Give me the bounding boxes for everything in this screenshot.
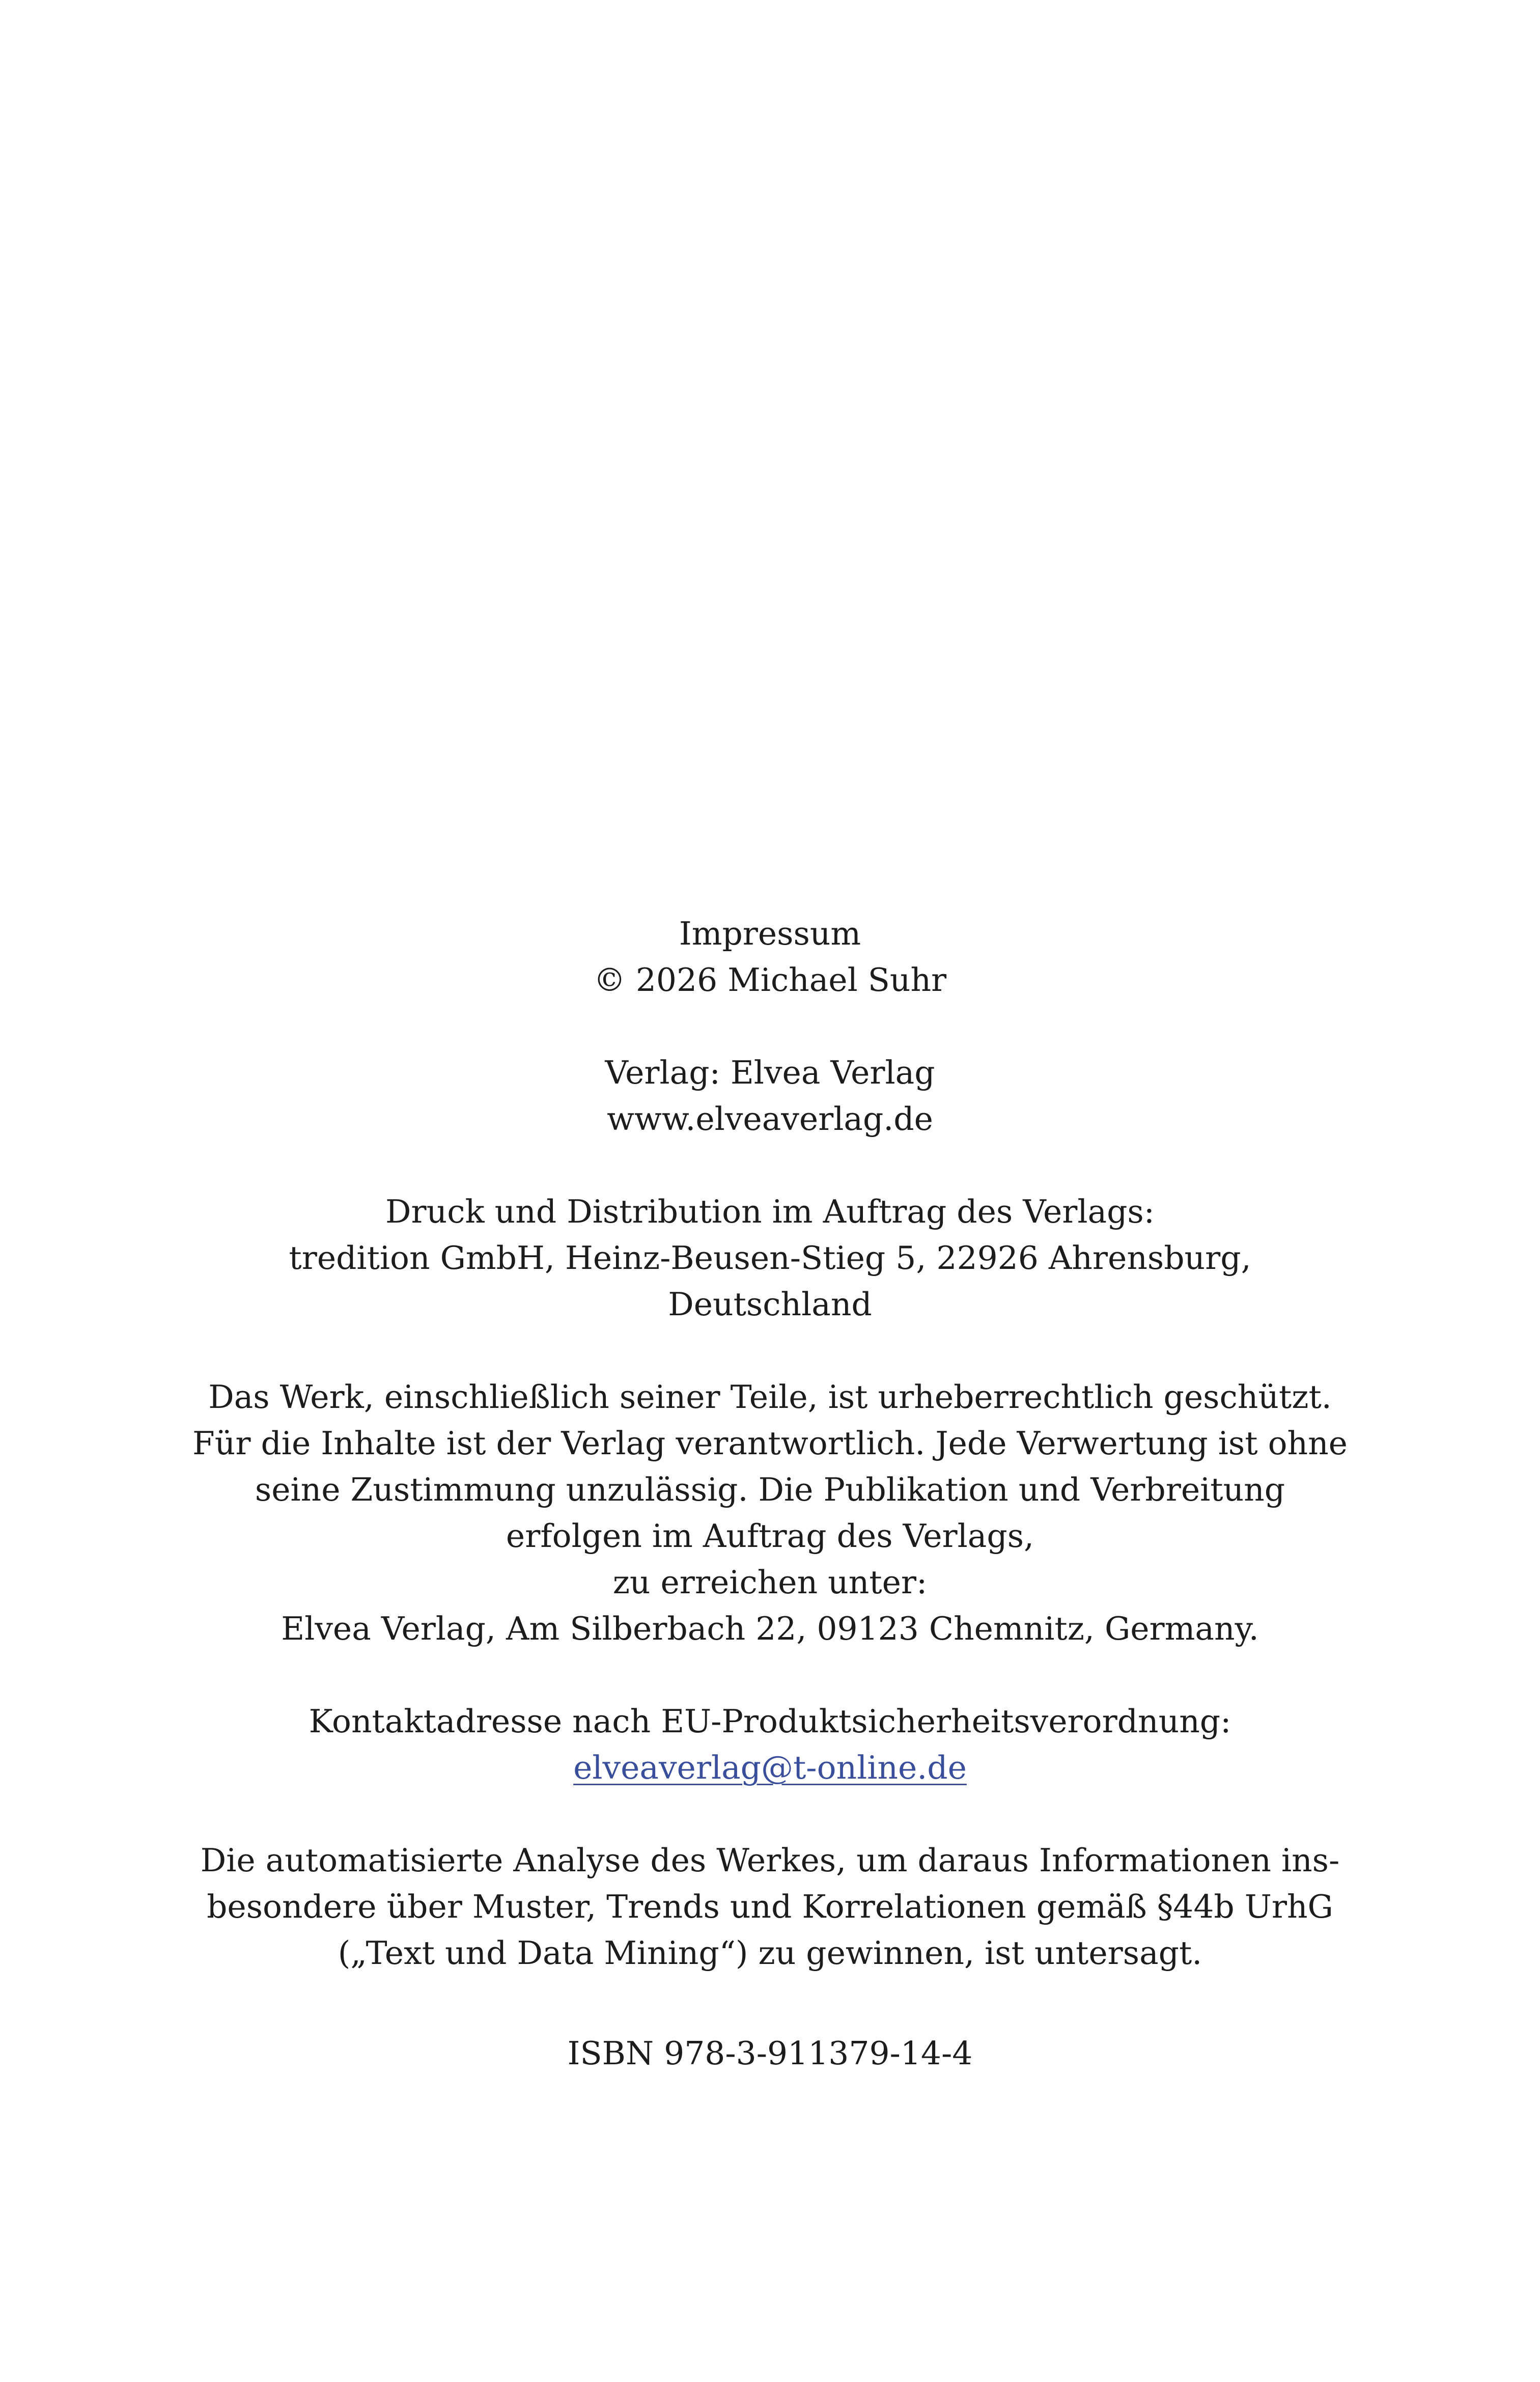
rights-line-5: zu erreichen unter: xyxy=(612,1564,928,1601)
contact-email-link[interactable]: elveaverlag@t-online.de xyxy=(573,1749,967,1786)
rights-line-3: seine Zustimmung unzulässig. Die Publikation und Verbreitung xyxy=(255,1471,1285,1508)
page-title: Impressum xyxy=(679,915,861,952)
contact-label: Kontaktadresse nach EU-Produktsicherheitsverordnung: xyxy=(309,1703,1231,1740)
printing-block xyxy=(0,1188,1540,1327)
tdm-line-1: Die automatisierte Analyse des Werkes, um daraus Informationen ins- xyxy=(200,1842,1340,1879)
copyright-line: © 2026 Michael Suhr xyxy=(593,961,947,999)
rights-line-6: Elvea Verlag, Am Silberbach 22, 09123 Chemnitz, Germany. xyxy=(281,1610,1259,1647)
publisher-block xyxy=(0,1049,1540,1142)
header-block xyxy=(0,910,1540,1003)
publisher-name: Verlag: Elvea Verlag xyxy=(605,1054,935,1091)
imprint-page xyxy=(0,910,1540,2076)
publisher-website: www.elveaverlag.de xyxy=(607,1100,933,1138)
printing-line-2: tredition GmbH, Heinz-Beusen-Stieg 5, 22926 Ahrensburg, xyxy=(289,1239,1251,1277)
printing-line-1: Druck und Distribution im Auftrag des Verlags: xyxy=(385,1193,1155,1230)
printing-line-3: Deutschland xyxy=(668,1286,872,1323)
rights-line-2: Für die Inhalte ist der Verlag verantwortlich. Jede Verwertung ist ohne xyxy=(192,1425,1348,1462)
rights-line-1: Das Werk, einschließlich seiner Teile, ist urheberrechtlich geschützt. xyxy=(208,1378,1332,1416)
contact-block xyxy=(0,1698,1540,1791)
rights-block xyxy=(0,1374,1540,1652)
rights-line-4: erfolgen im Auftrag des Verlags, xyxy=(506,1517,1034,1555)
isbn-block xyxy=(0,2030,1540,2076)
tdm-line-3: („Text und Data Mining“) zu gewinnen, ist untersagt. xyxy=(338,1934,1202,1972)
contact-email-wrapper xyxy=(0,1744,1540,1791)
tdm-line-2: besondere über Muster, Trends und Korrelationen gemäß §44b UrhG xyxy=(207,1888,1333,1925)
isbn-number: ISBN 978-3-911379-14-4 xyxy=(567,2035,973,2072)
tdm-block xyxy=(0,1837,1540,1976)
